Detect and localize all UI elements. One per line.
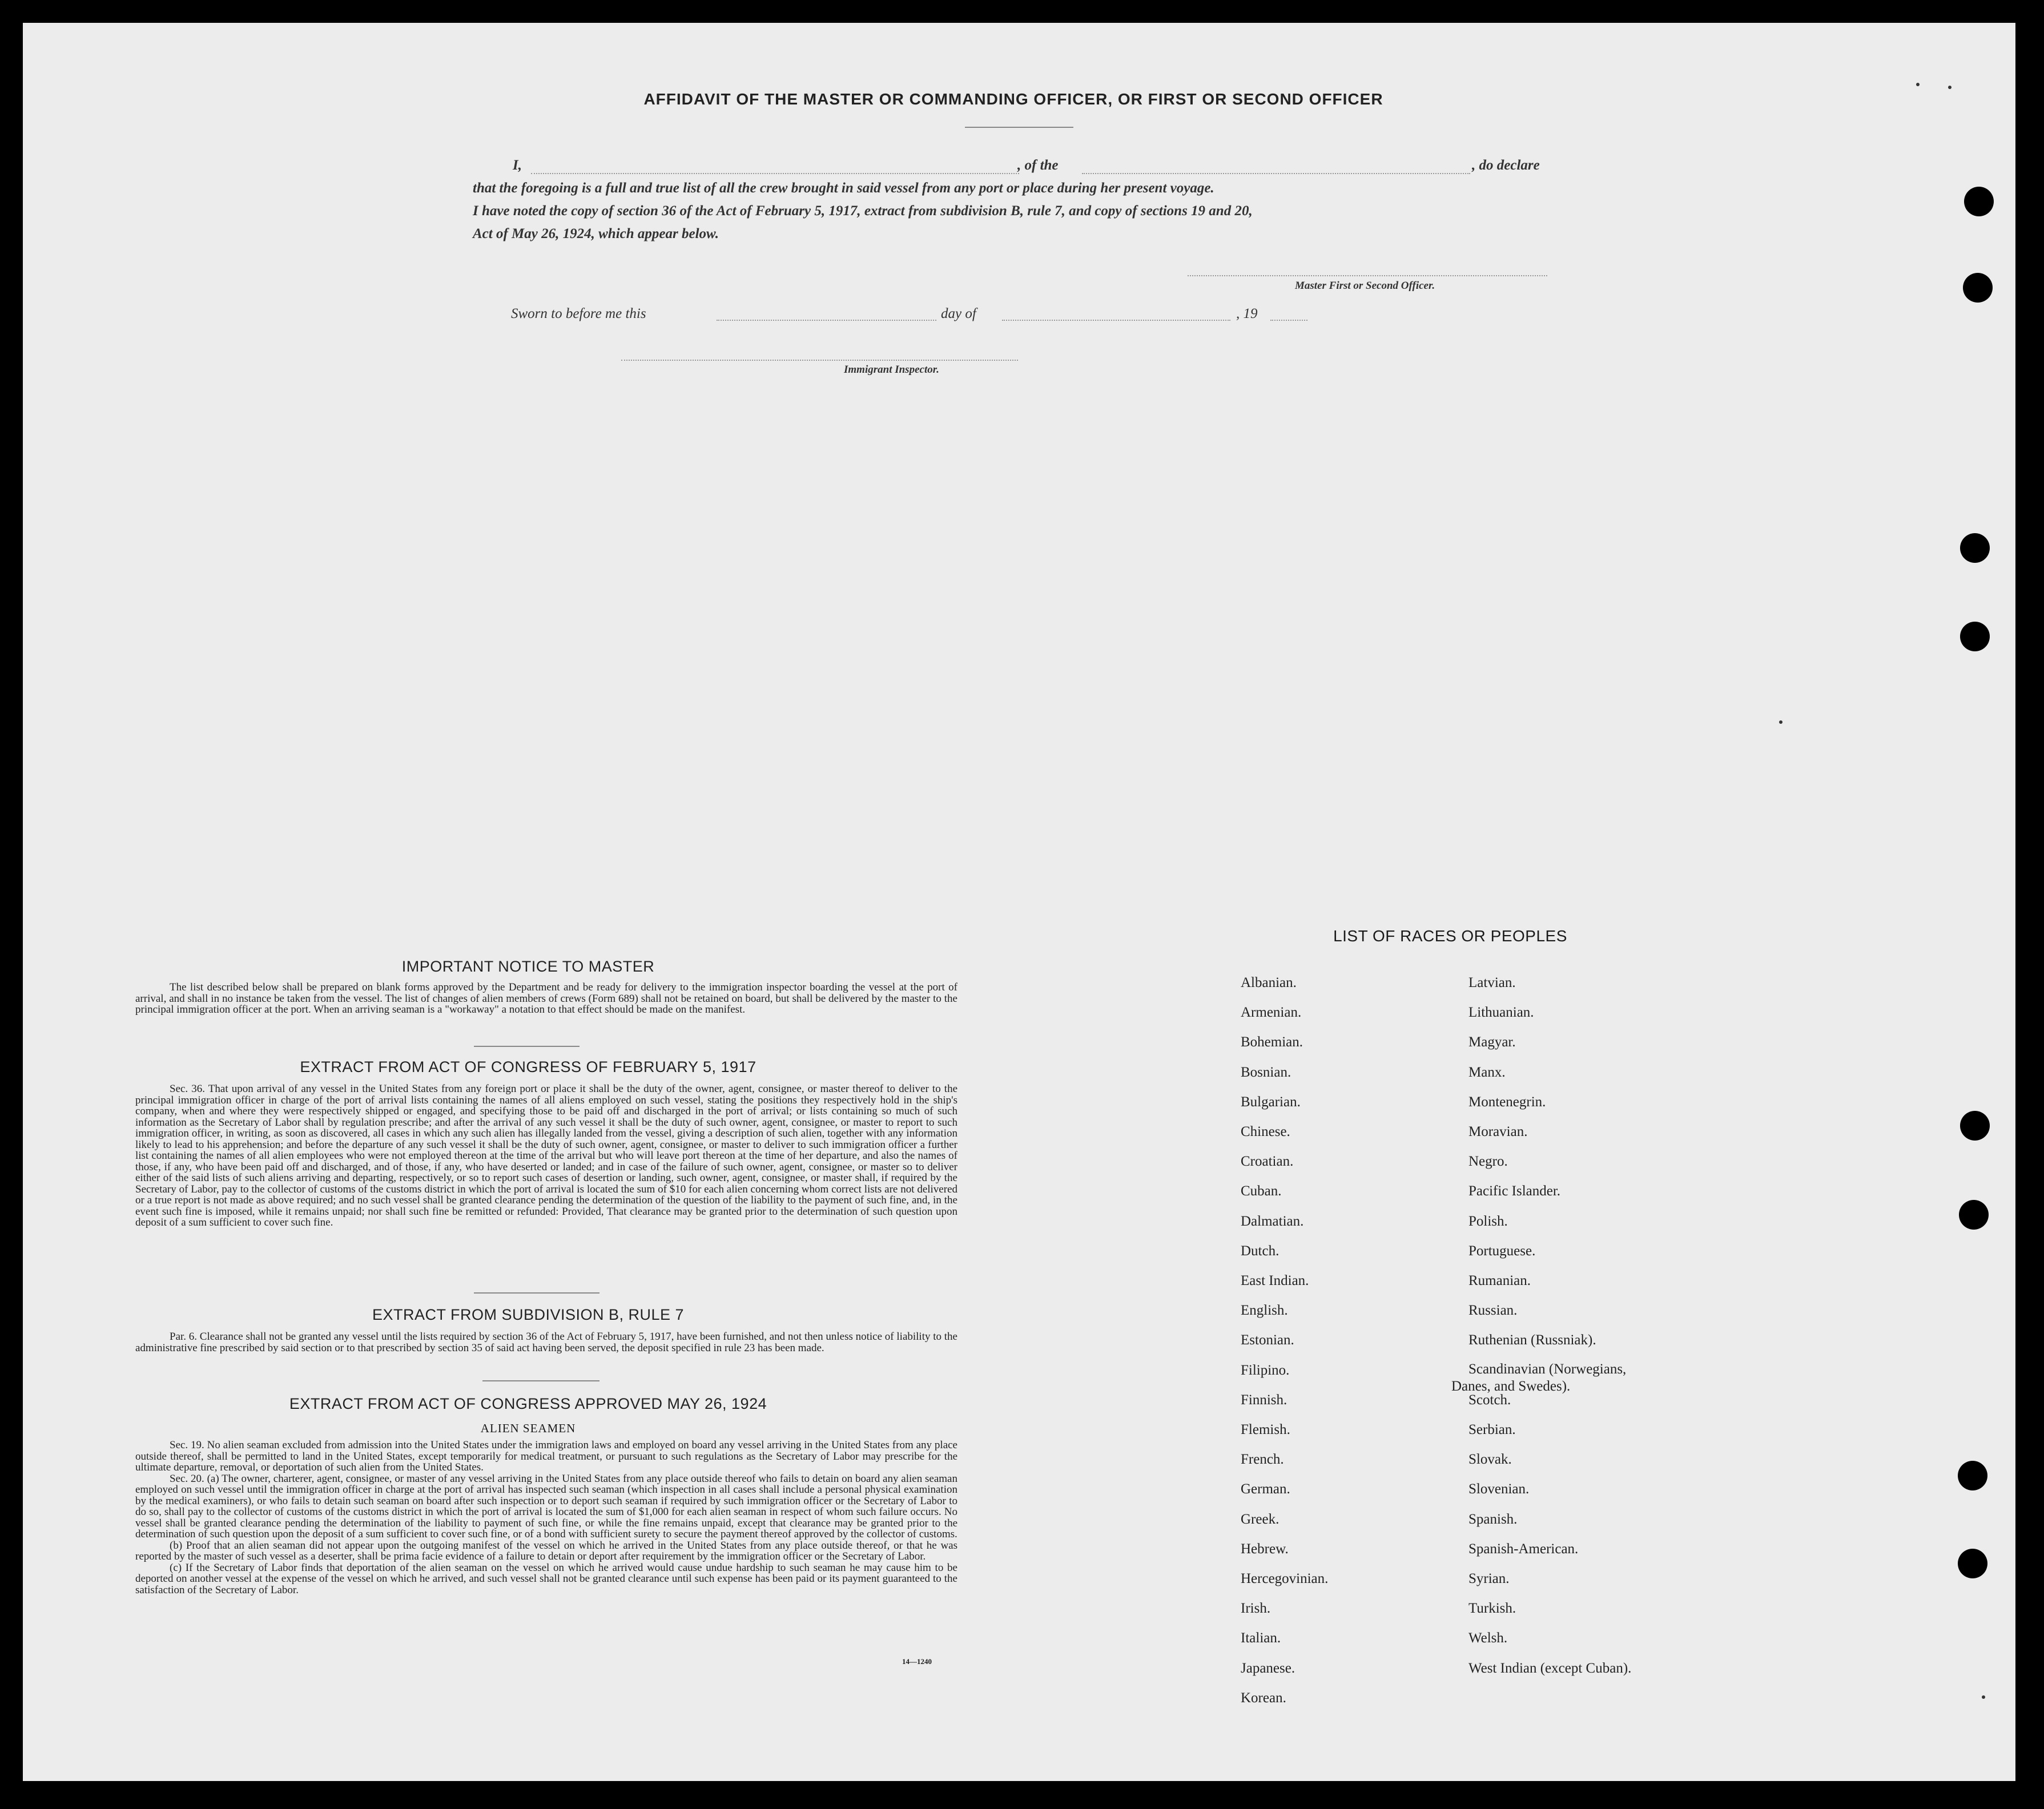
race-item: Lithuanian. [1468, 1005, 1534, 1021]
alien-seamen-subtitle: ALIEN SEAMEN [480, 1421, 576, 1435]
races-title: LIST OF RACES OR PEOPLES [1333, 927, 1567, 945]
race-item: Bohemian. [1241, 1034, 1303, 1050]
race-item: Scandinavian (Norwegians, [1468, 1361, 1627, 1377]
race-item: Estonian. [1241, 1332, 1294, 1348]
race-item: East Indian. [1241, 1273, 1309, 1288]
affidavit-name-line [531, 173, 1019, 174]
notice-text: The list described below shall be prepared on blank forms approved by the Department and be ready for delivery to the immigration inspector boarding the vessel at the port of arrival, and shall in no instance be taken from the vessel. The list of changes of alien members of crews (Form 689) shall not be retained on board, but shall be delivered by the master to the principal immigration officer at the port. When an arriving seaman is a "workaway" a notation to that effect should be made on the manifest. [135, 981, 957, 1016]
section-20c-text: (c) If the Secretary of Labor finds that deportation of the alien seaman on the vessel on which he arrived would cause undue hardship to such seaman he may cause him to be deported on another vessel at the expense of the vessel on which he arrived, and such vessel shall not be granted clearance until such expense has been paid or its payment guaranteed to the satisfaction of the Secretary of Labor. [135, 1561, 957, 1596]
year-label: , 19 [1236, 306, 1258, 321]
affidavit-title-rule [965, 127, 1073, 128]
paragraph-6-text: Par. 6. Clearance shall not be granted any vessel until the lists required by section 36 of the Act of February 5, 1917, have been furnished, and not then unless notice of liability to the administrative fine prescribed by said section or to that prescribed by section 35 of said act having been served, the deposit specified in rule 23 has been made. [135, 1331, 957, 1354]
speck-1 [1916, 83, 1920, 86]
race-item: Latvian. [1468, 975, 1516, 990]
race-item: Slovak. [1468, 1452, 1512, 1468]
affidavit-line-2: that the foregoing is a full and true list of all the crew brought in said vessel from any port or place during her present voyage. [473, 180, 1214, 196]
race-item: Slovenian. [1468, 1481, 1530, 1497]
affidavit-i-label: I, [513, 158, 522, 173]
affidavit-line-4: Act of May 26, 1924, which appear below. [473, 226, 719, 241]
subdivision-b-body [135, 1331, 957, 1353]
section-20b-text: (b) Proof that an alien seaman did not appear upon the outgoing manifest of the vessel on which he arrived in the United States from any place outside thereof, or that he was reported by the master of such vessel as a deserter, shall be prima facie evidence of a failure to detain or deport after requirement by the immigration officer or the Secretary of Labor. [135, 1539, 957, 1562]
race-item: Flemish. [1241, 1422, 1290, 1437]
master-signature-caption: Master First or Second Officer. [1295, 280, 1435, 292]
speck-4 [1982, 1695, 1985, 1699]
binder-hole-3 [1960, 533, 1990, 563]
race-item: Syrian. [1468, 1571, 1510, 1586]
extract-1917-body [135, 1083, 957, 1228]
race-item: Croatian. [1241, 1154, 1294, 1170]
race-item: Magyar. [1468, 1034, 1516, 1050]
sworn-label: Sworn to before me this [511, 306, 646, 321]
speck-3 [1779, 720, 1783, 724]
race-item: Finnish. [1241, 1392, 1287, 1408]
race-item: Pacific Islander. [1468, 1183, 1561, 1199]
race-item: Bosnian. [1241, 1064, 1291, 1080]
section-20a-text: Sec. 20. (a) The owner, charterer, agent, consignee, or master of any vessel arriving in the United States from any place outside thereof who fails to detain on board any alien seaman employed on such vessel until the immigration officer in charge at the port of arrival has inspected such seaman (which inspection in all cases shall include a personal physical examination by the medical examiners), or who fails to detain such seaman on board after such inspection or to deport such seaman if required by such immigration officer or the Secretary of Labor to do so, shall pay to the collector of customs of the customs district in which the port of arrival is located the sum of $1,000 for each alien seaman in respect of whom such failure occurs. No vessel shall be granted clearance pending the determination of the liability to payment of such fine, or while the fine remains unpaid, except that clearance may be granted prior to the determination of such question upon the deposit of a sum sufficient to cover such fine, or of a bond with sufficient surety to secure the payment thereof approved by the collector of customs. [135, 1472, 957, 1540]
race-item: Albanian. [1241, 975, 1297, 990]
race-item: Filipino. [1241, 1362, 1290, 1378]
sworn-date-line [717, 320, 936, 321]
inspector-signature-line [621, 360, 1018, 361]
affidavit-line-3: I have noted the copy of section 36 of the Act of February 5, 1917, extract from subdivision B, rule 7, and copy of sections 19 and 20, [473, 203, 1253, 219]
race-item: Irish. [1241, 1601, 1271, 1617]
race-item: Japanese. [1241, 1660, 1295, 1676]
binder-hole-2 [1963, 273, 1993, 303]
divider-1 [474, 1046, 580, 1047]
inspector-signature-caption: Immigrant Inspector. [844, 364, 939, 376]
race-item: Hebrew. [1241, 1541, 1289, 1557]
binder-hole-1 [1964, 187, 1994, 216]
binder-hole-4 [1960, 622, 1990, 651]
notice-body [135, 982, 957, 1016]
race-item: Turkish. [1468, 1601, 1516, 1617]
race-item: Rumanian. [1468, 1273, 1531, 1288]
race-item: Russian. [1468, 1303, 1518, 1319]
divider-2 [474, 1292, 599, 1294]
binder-hole-8 [1958, 1549, 1987, 1578]
binder-hole-5 [1960, 1111, 1990, 1141]
day-of-label: day of [941, 306, 976, 321]
race-item: Dalmatian. [1241, 1213, 1304, 1229]
race-item: English. [1241, 1303, 1288, 1319]
subdivision-b-title: EXTRACT FROM SUBDIVISION B, RULE 7 [372, 1306, 685, 1323]
affidavit-title: AFFIDAVIT OF THE MASTER OR COMMANDING OFFICER, OR FIRST OR SECOND OFFICER [643, 90, 1383, 108]
race-item: Italian. [1241, 1630, 1281, 1646]
divider-3 [482, 1380, 599, 1381]
affidavit-of-the: , of the [1017, 158, 1059, 173]
race-item: Montenegrin. [1468, 1094, 1546, 1110]
section-36-text: Sec. 36. That upon arrival of any vessel in the United States from any foreign port or place it shall be the duty of the owner, agent, consignee, or master thereof to deliver to the principal immigration officer in charge of the port of arrival lists containing the names of all aliens employed on such vessel, stating the positions they respectively hold in the ship's company, when and where they were respectively shipped or engaged, and specifying those to be paid off and discharged in the port of arrival; or lists containing so much of such information as the Secretary of Labor shall by regulation prescribe; and after the arrival of any such vessel it shall be the duty of such owner, agent, consignee, or master to report to such immigration officer, in writing, as soon as discovered, all cases in which any such alien has illegally landed from the vessel, giving a description of such alien, together with any information likely to lead to his apprehension; and before the departure of any such vessel it shall be the duty of such owner, agent, consignee, or master to deliver to such immigration officer a further list containing the names of all alien employees who were not employed thereon at the time of the arrival but who will leave port thereon at the time of her departure, and also the names of those, if any, who have been paid off and discharged, and of those, if any, who have deserted or landed; and in case of the failure of such owner, agent, consignee, or master so to deliver either of the said lists of such aliens arriving and departing, respectively, or so to report such cases of desertion or landing, such owner, agent, consignee, or master shall, if required by the Secretary of Labor, pay to the collector of customs of the customs district in which the port of arrival is located the sum of $10 for each alien concerning whom correct lists are not delivered or a true report is not made as above required; and no such vessel shall be granted clearance pending the determination of the question of the liability to the payment of such fine, and, in the event such fine is imposed, while it remains unpaid; nor shall such fine be remitted or refunded: Provided, That clearance may be granted prior to the determination of such question upon deposit of a sum sufficient to cover such fine. [135, 1083, 957, 1228]
notice-title: IMPORTANT NOTICE TO MASTER [401, 958, 655, 975]
race-item: Dutch. [1241, 1243, 1279, 1259]
race-item: Ruthenian (Russniak). [1468, 1332, 1596, 1348]
race-item: Serbian. [1468, 1422, 1516, 1437]
extract-1917-title: EXTRACT FROM ACT OF CONGRESS OF FEBRUARY 5, 1917 [300, 1058, 757, 1075]
race-item: Moravian. [1468, 1124, 1528, 1139]
race-item: Spanish. [1468, 1511, 1518, 1527]
race-item: Manx. [1468, 1064, 1506, 1080]
form-number: 14—1240 [902, 1657, 932, 1666]
binder-hole-6 [1959, 1200, 1989, 1230]
race-item: West Indian (except Cuban). [1468, 1660, 1632, 1676]
extract-1924-body [135, 1440, 957, 1596]
section-19-text: Sec. 19. No alien seaman excluded from admission into the United States under the immigration laws and employed on board any vessel arriving in the United States from any place outside thereof, shall be permitted to land in the United States, except temporarily for medical treatment, or pursuant to such regulations as the Secretary of Labor may prescribe for the ultimate departure, removal, or deportation of such alien from the United States. [135, 1439, 957, 1473]
affidavit-vessel-line [1082, 173, 1470, 174]
race-item: Korean. [1241, 1690, 1286, 1706]
race-item: Greek. [1241, 1511, 1279, 1527]
race-item: Bulgarian. [1241, 1094, 1301, 1110]
race-item: Scotch. [1468, 1392, 1511, 1408]
race-item: Spanish-American. [1468, 1541, 1579, 1557]
sworn-month-line [1002, 320, 1230, 321]
race-item: Armenian. [1241, 1005, 1302, 1021]
race-item: Cuban. [1241, 1183, 1282, 1199]
race-item: Hercegovinian. [1241, 1571, 1329, 1586]
race-item: Danes, and Swedes). [1451, 1378, 1571, 1394]
race-item: Polish. [1468, 1213, 1508, 1229]
speck-2 [1948, 86, 1952, 89]
binder-hole-7 [1958, 1461, 1987, 1490]
race-item: Negro. [1468, 1154, 1508, 1170]
race-item: German. [1241, 1481, 1290, 1497]
affidavit-do-declare: , do declare [1472, 158, 1540, 173]
race-item: Portuguese. [1468, 1243, 1536, 1259]
master-signature-line [1188, 275, 1547, 276]
race-item: Welsh. [1468, 1630, 1508, 1646]
sworn-year-line [1270, 320, 1307, 321]
race-item: Chinese. [1241, 1124, 1290, 1139]
extract-1924-title: EXTRACT FROM ACT OF CONGRESS APPROVED MAY 26, 1924 [289, 1395, 767, 1412]
race-item: French. [1241, 1452, 1284, 1468]
